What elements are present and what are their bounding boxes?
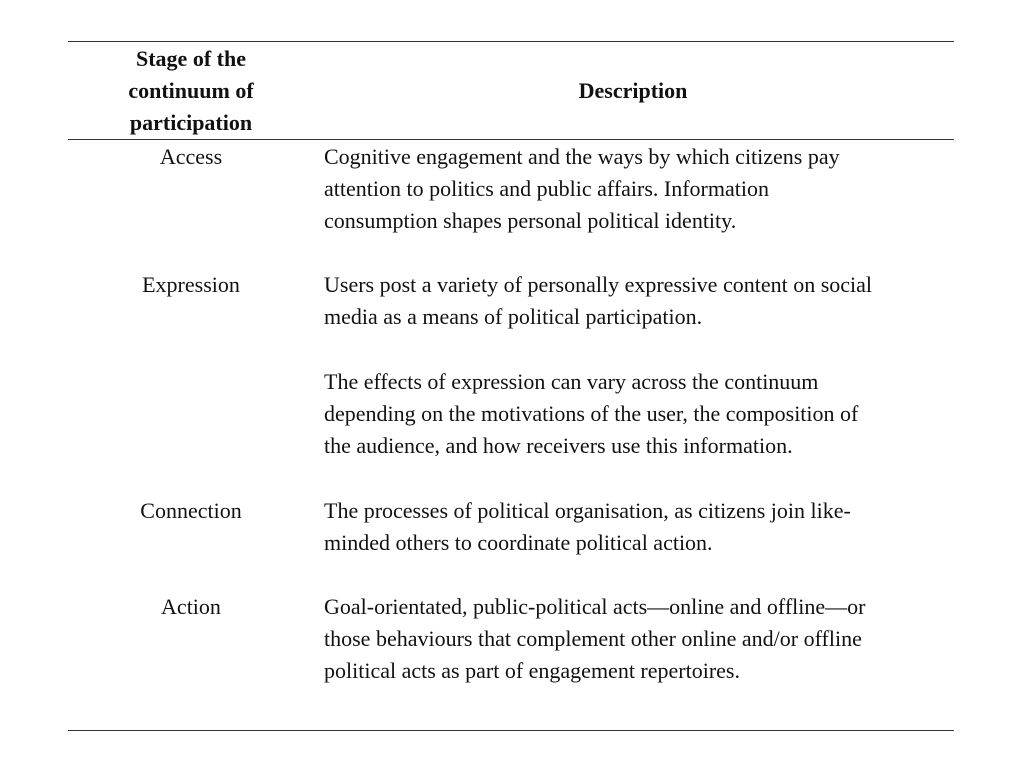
description-line: Users post a variety of personally expressive content on social — [324, 272, 873, 297]
header-stage — [90, 43, 292, 139]
table-bottom-rule — [68, 730, 954, 731]
header-stage-line: continuum of — [128, 78, 254, 103]
description-line: Cognitive engagement and the ways by which citizens pay — [324, 144, 840, 169]
description-line: consumption shapes personal political identity. — [324, 208, 737, 233]
stage-connection: Connection — [140, 498, 242, 523]
description-line: The processes of political organisation, as citizens join like- — [324, 498, 851, 523]
stage-access: Access — [159, 144, 223, 169]
header-stage-line: participation — [129, 110, 253, 135]
header-description: Description — [578, 78, 688, 103]
description-access — [324, 141, 946, 237]
description-connection — [324, 495, 946, 559]
description-expression-p1 — [324, 269, 946, 333]
description-line: the audience, and how receivers use this information. — [324, 433, 793, 458]
description-line: Goal-orientated, public-political acts—online and offline—or — [324, 594, 866, 619]
description-action — [324, 591, 946, 687]
table-top-rule — [68, 41, 954, 42]
description-line: minded others to coordinate political action. — [324, 530, 713, 555]
description-line: political acts as part of engagement repertoires. — [324, 658, 740, 683]
description-line: attention to politics and public affairs. Information — [324, 176, 769, 201]
description-line: media as a means of political participation. — [324, 304, 703, 329]
header-stage-line: Stage of the — [136, 46, 246, 71]
description-line: those behaviours that complement other online and/or offline — [324, 626, 862, 651]
description-expression-p2 — [324, 366, 946, 462]
description-line: depending on the motivations of the user, the composition of — [324, 401, 859, 426]
stage-expression: Expression — [142, 272, 240, 297]
stage-action: Action — [161, 594, 221, 619]
description-line: The effects of expression can vary across the continuum — [324, 369, 819, 394]
table-header-rule — [68, 139, 954, 140]
